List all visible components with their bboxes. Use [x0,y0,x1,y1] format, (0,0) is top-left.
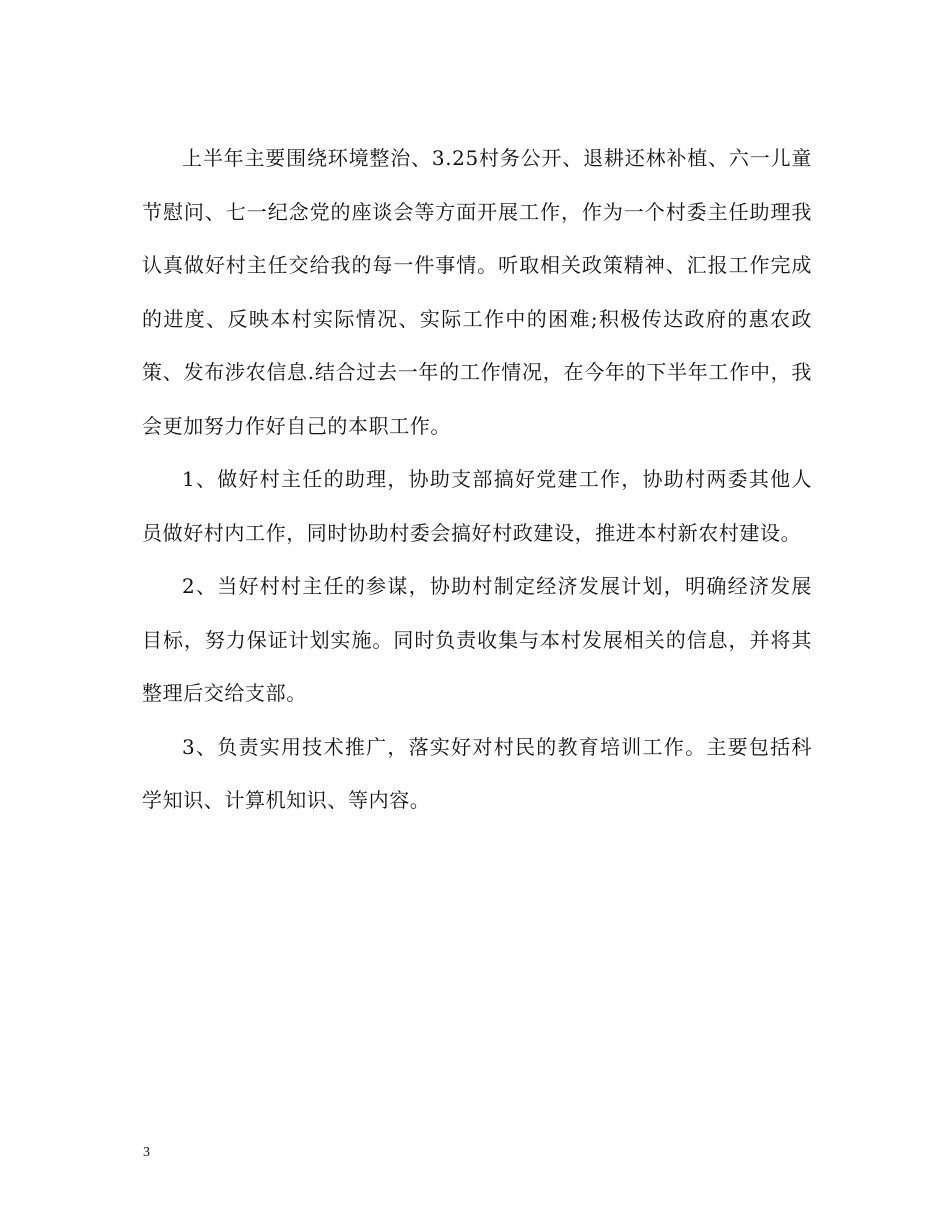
paragraph-item-3: 3、负责实用技术推广，落实好对村民的教育培训工作。主要包括科学知识、计算机知识、等内容。 [142,734,812,812]
paragraph-item-1: 1、做好村主任的助理，协助支部搞好党建工作，协助村两委其他人员做好村内工作，同时协助村委会搞好村政建设，推进本村新农村建设。 [142,467,812,545]
paragraph-work-summary: 上半年主要围绕环境整治、3.25村务公开、退耕还林补植、六一儿童节慰问、七一纪念党的座谈会等方面开展工作，作为一个村委主任助理我认真做好村主任交给我的每一件事情。听取相关政策精神、汇报工作完成的进度、反映本村实际情况、实际工作中的困难;积极传达政府的惠农政策、发布涉农信息.结合过去一年的工作情况，在今年的下半年工作中，我会更加努力作好自己的本职工作。 [142,146,812,438]
paragraph-item-2: 2、当好村村主任的参谋，协助村制定经济发展计划，明确经济发展目标，努力保证计划实施。同时负责收集与本村发展相关的信息，并将其整理后交给支部。 [142,574,812,705]
document-body [142,132,812,828]
page-number: 3 [143,1145,150,1160]
